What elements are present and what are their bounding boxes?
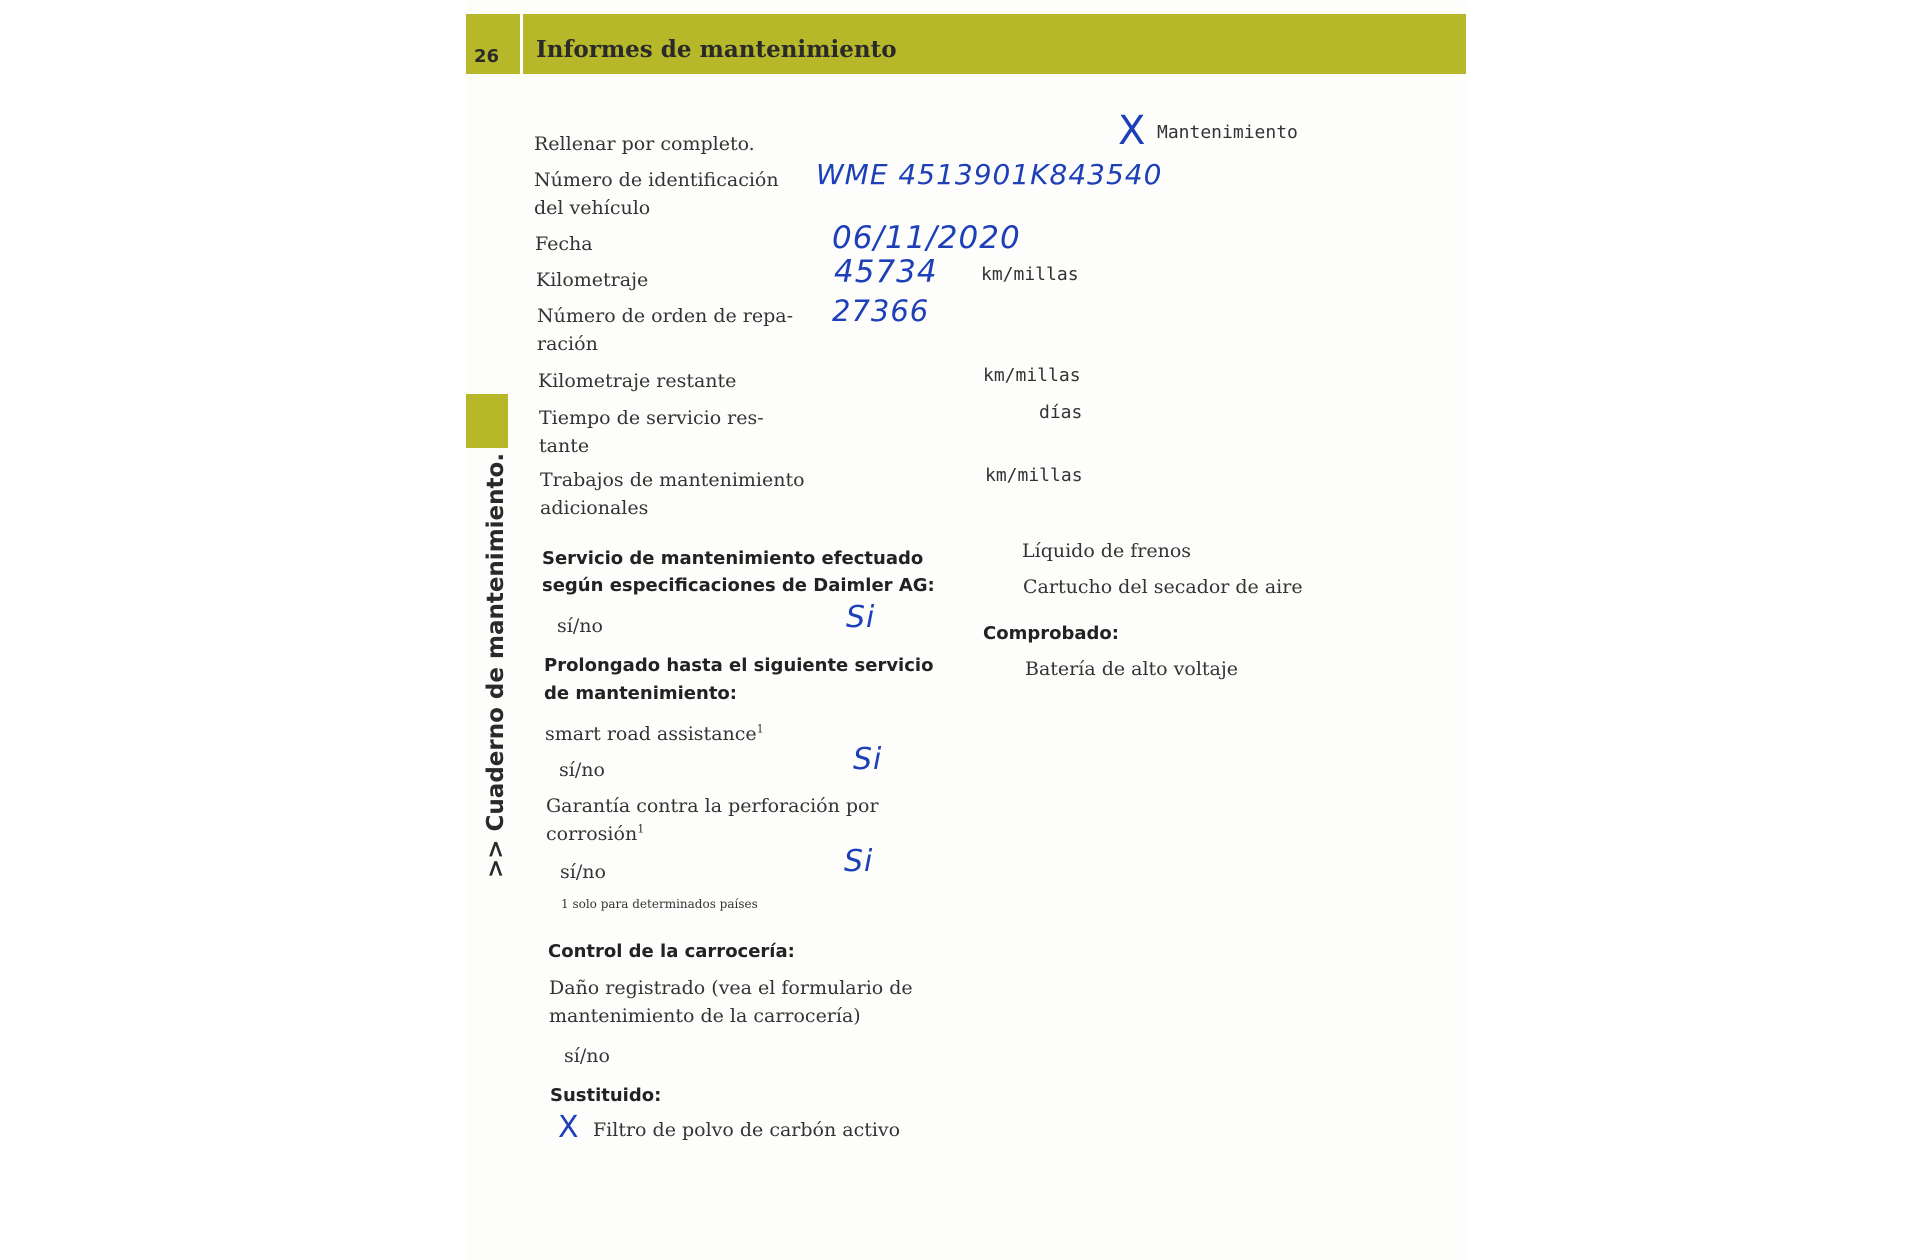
kilometraje-restante-unit: km/millas	[983, 365, 1081, 386]
tiempo-servicio-unit: días	[1039, 402, 1083, 423]
liquido-frenos-label: Líquido de frenos	[1022, 540, 1192, 562]
tiempo-servicio-label-line2: tante	[539, 435, 590, 457]
cartucho-secador-label: Cartucho del secador de aire	[1023, 576, 1303, 598]
mantenimiento-label: Mantenimiento	[1157, 122, 1298, 143]
fecha-label: Fecha	[535, 233, 593, 255]
prolongado-heading-line2: de mantenimiento:	[544, 683, 737, 704]
orden-label-line1: Número de orden de repa-	[537, 305, 794, 327]
side-section-label: >> Cuaderno de mantenimiento.	[483, 452, 509, 878]
dano-label-line2: mantenimiento de la carrocería)	[549, 1005, 861, 1027]
carroceria-sino-label: sí/no	[564, 1045, 610, 1067]
kilometraje-unit: km/millas	[981, 264, 1079, 285]
tiempo-servicio-label-line1: Tiempo de servicio res-	[539, 407, 764, 429]
side-tab-marker	[466, 394, 508, 448]
filtro-checkmark: X	[558, 1110, 580, 1145]
road-assistance-handwritten-value: Si	[853, 742, 883, 777]
servicio-sino-label: sí/no	[557, 615, 603, 637]
garantia-label-line2: corrosión$^1$	[546, 822, 645, 845]
orden-handwritten-value: 27366	[832, 294, 930, 328]
mantenimiento-checkmark: X	[1118, 108, 1147, 154]
kilometraje-label: Kilometraje	[536, 269, 649, 291]
trabajos-label-line1: Trabajos de mantenimiento	[540, 469, 805, 491]
page-title: Informes de mantenimiento	[536, 36, 897, 63]
comprobado-heading: Comprobado:	[983, 623, 1119, 644]
servicio-heading-line2: según especificaciones de Daimler AG:	[542, 575, 935, 596]
sustituido-heading: Sustituido:	[550, 1085, 662, 1106]
dano-label-line1: Daño registrado (vea el formulario de	[549, 977, 913, 999]
prolongado-heading-line1: Prolongado hasta el siguiente servicio	[544, 655, 934, 676]
carroceria-heading: Control de la carrocería:	[548, 941, 795, 962]
garantia-handwritten-value: Si	[844, 844, 874, 879]
vin-label-line1: Número de identificación	[534, 169, 779, 191]
servicio-handwritten-value: Si	[846, 600, 876, 635]
kilometraje-handwritten-value: 45734	[834, 254, 938, 290]
header-divider	[520, 14, 523, 76]
trabajos-label-line2: adicionales	[540, 497, 649, 519]
road-assistance-label: smart road assistance$^1$	[545, 722, 764, 745]
filtro-label: Filtro de polvo de carbón activo	[593, 1119, 901, 1141]
footnote: 1 solo para determinados países	[561, 897, 758, 911]
garantia-sino-label: sí/no	[560, 861, 606, 883]
bateria-alto-voltaje-label: Batería de alto voltaje	[1025, 658, 1239, 680]
vin-label-line2: del vehículo	[534, 197, 651, 219]
garantia-label-line1: Garantía contra la perforación por	[546, 795, 879, 817]
orden-label-line2: ración	[537, 333, 598, 355]
servicio-heading-line1: Servicio de mantenimiento efectuado	[542, 548, 924, 569]
trabajos-unit: km/millas	[985, 465, 1083, 486]
fecha-handwritten-value: 06/11/2020	[832, 220, 1021, 256]
kilometraje-restante-label: Kilometraje restante	[538, 370, 737, 392]
vin-handwritten-value: WME 4513901K843540	[816, 158, 1163, 191]
road-assistance-sino-label: sí/no	[559, 759, 605, 781]
form-intro: Rellenar por completo.	[534, 133, 755, 155]
page-number: 26	[474, 46, 500, 67]
